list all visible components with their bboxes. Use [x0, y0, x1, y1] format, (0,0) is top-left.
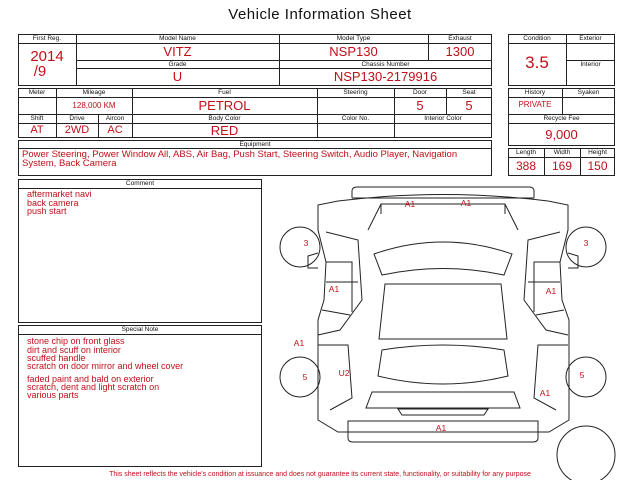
equipment-label: Equipment: [239, 141, 271, 148]
recycle-fee-value: 9,000: [545, 127, 578, 142]
special-note-line: faded paint and bald on exterior: [27, 374, 154, 384]
diagram-mark-a1-rear-right: A1: [539, 388, 551, 398]
diagram-mark-wheel-front-right: 3: [583, 238, 589, 248]
exhaust-label: Exhaust: [448, 35, 472, 42]
diagram-mark-wheel-rear-right: 5: [579, 370, 585, 380]
diagram-mark-a1-front-left: A1: [404, 199, 416, 209]
fuel-label: Fuel: [218, 89, 231, 96]
condition-score: 3.5: [525, 53, 549, 72]
diagram-mark-a1-side-left-front: A1: [328, 284, 340, 294]
syaken-label: Syaken: [577, 89, 600, 96]
first-reg-year: 2014: [30, 48, 64, 65]
seat-value: 5: [465, 98, 473, 113]
history-label: History: [524, 89, 546, 96]
equipment-value: Power Steering, Power Window All, ABS, Air Bag, Push Start, Steering Switch, Audio Player, Navigation System, Back Camera: [22, 149, 458, 169]
sheet-title: Vehicle Information Sheet: [228, 6, 412, 23]
seat-label: Seat: [462, 89, 476, 96]
special-note-line: scratch on door mirror and wheel cover: [27, 361, 184, 371]
grade-value: U: [172, 69, 183, 84]
condition-label: Condition: [523, 35, 551, 42]
diagram-mark-a1-side-left-rear: A1: [293, 338, 305, 348]
chassis-number-value: NSP130-2179916: [333, 69, 438, 84]
model-type-value: NSP130: [329, 44, 378, 59]
shift-value: AT: [30, 124, 44, 136]
shift-label: Shift: [30, 115, 44, 122]
diagram-mark-u2-rear-left: U2: [338, 368, 350, 378]
grade-label: Grade: [168, 61, 187, 68]
exterior-label: Exterior: [579, 35, 602, 42]
aircon-label: Aircon: [105, 115, 125, 122]
fuel-value: PETROL: [198, 98, 251, 113]
special-note-line: scuffed handle: [27, 353, 86, 363]
drive-label: Drive: [69, 115, 85, 122]
special-note-line: dirt and scuff on interior: [27, 345, 121, 355]
meter-label: Meter: [28, 89, 46, 96]
comment-line: aftermarket navi: [27, 189, 92, 199]
door-label: Door: [412, 89, 428, 96]
mileage-value: 128,000 KM: [72, 101, 116, 110]
drive-value: 2WD: [64, 124, 90, 136]
length-value: 388: [515, 159, 537, 173]
comment-line: back camera: [27, 198, 79, 208]
comment-label: Comment: [125, 180, 155, 187]
interior-color-label: Interior Color: [424, 115, 462, 122]
car-damage-diagram: [268, 180, 618, 480]
color-no-label: Color No.: [341, 115, 370, 122]
special-note-line: various parts: [27, 390, 79, 400]
diagram-mark-a1-front-right: A1: [460, 198, 472, 208]
length-label: Length: [516, 149, 536, 156]
door-value: 5: [416, 98, 424, 113]
height-label: Height: [588, 149, 607, 156]
special-note-line: scratch, dent and light scratch on: [27, 382, 160, 392]
aircon-value: AC: [107, 124, 123, 136]
model-name-label: Model Name: [159, 35, 196, 42]
body-color-label: Body Color: [208, 115, 241, 122]
chassis-number-label: Chassis Number: [361, 61, 410, 68]
mileage-label: Mileage: [82, 89, 106, 96]
comment-line: push start: [27, 206, 67, 216]
diagram-mark-a1-side-right-front: A1: [545, 286, 557, 296]
width-label: Width: [553, 149, 571, 156]
recycle-fee-label: Recycle Fee: [543, 115, 580, 122]
first-reg-month: /9: [33, 63, 47, 80]
body-color-value: RED: [210, 123, 239, 138]
disclaimer-footer: This sheet reflects the vehicle's condition at issuance and does not guarantee its current state, functionality, or suitability for any purpose: [109, 471, 531, 478]
diagram-mark-a1-rear-bumper: A1: [435, 423, 447, 433]
special-note-label: Special Note: [121, 326, 159, 333]
interior-label: Interior: [580, 61, 601, 68]
width-value: 169: [551, 159, 573, 173]
model-name-value: VITZ: [163, 44, 192, 59]
exhaust-value: 1300: [445, 44, 475, 59]
special-note-line: stone chip on front glass: [27, 336, 125, 346]
history-value: PRIVATE: [518, 100, 552, 109]
height-value: 150: [587, 159, 608, 173]
model-type-label: Model Type: [336, 35, 371, 42]
steering-label: Steering: [343, 89, 368, 96]
diagram-mark-wheel-front-left: 3: [303, 238, 309, 248]
diagram-mark-wheel-rear-left: 5: [302, 372, 308, 382]
first-reg-label: First Reg.: [32, 35, 62, 42]
